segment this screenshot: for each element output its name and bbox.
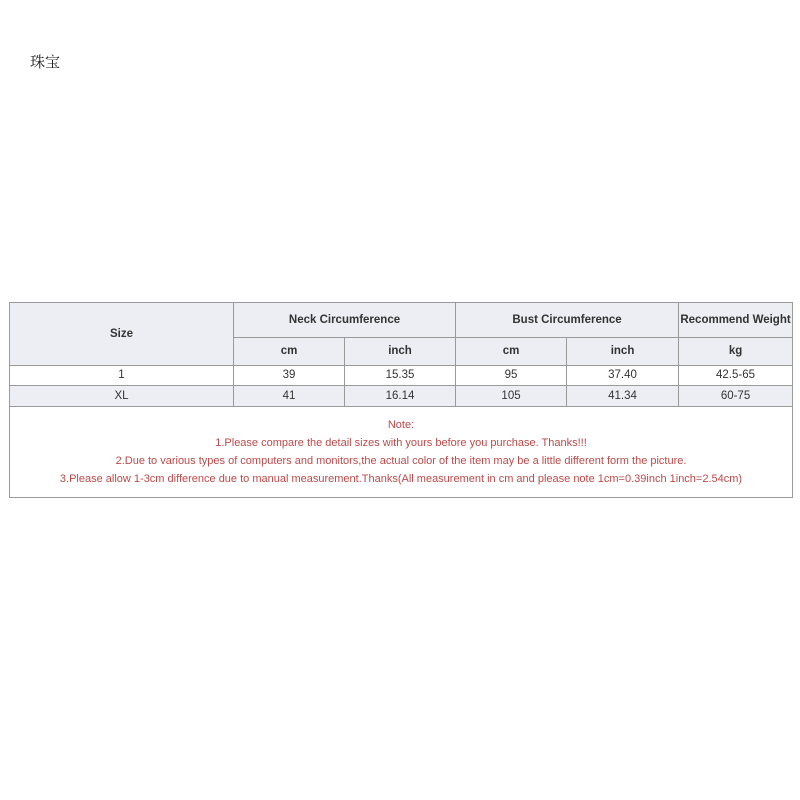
header-neck-circumference: Neck Circumference [234,303,456,338]
cell-neck-inch: 15.35 [345,366,456,386]
unit-weight-kg: kg [679,338,793,366]
notes-cell [10,407,793,498]
table-row [10,386,793,407]
brand-label: 珠宝 [30,53,61,71]
cell-neck-cm: 41 [234,386,345,407]
header-bust-circumference: Bust Circumference [456,303,679,338]
note-line-2: 2.Due to various types of computers and monitors,the actual color of the item may be a little different form the picture. [115,455,687,467]
unit-bust-cm: cm [456,338,567,366]
note-line-1: 1.Please compare the detail sizes with yours before you purchase. Thanks!!! [215,437,587,449]
notes-row [10,407,793,498]
cell-size: XL [10,386,234,407]
cell-neck-inch: 16.14 [345,386,456,407]
header-size: Size [10,303,234,366]
cell-bust-cm: 105 [456,386,567,407]
cell-neck-cm: 39 [234,366,345,386]
cell-weight-kg: 60-75 [679,386,793,407]
unit-neck-inch: inch [345,338,456,366]
unit-bust-inch: inch [567,338,679,366]
cell-bust-inch: 37.40 [567,366,679,386]
size-chart-table [9,302,793,498]
unit-neck-cm: cm [234,338,345,366]
cell-weight-kg: 42.5-65 [679,366,793,386]
note-title: Note: [387,419,415,431]
cell-bust-cm: 95 [456,366,567,386]
header-recommend-weight: Recommend Weight [679,303,793,338]
table-row [10,366,793,386]
header-row [10,303,793,338]
note-line-3: 3.Please allow 1-3cm difference due to manual measurement.Thanks(All measurement in cm and please note 1cm=0.39inch 1inch=2.54cm) [59,473,743,485]
cell-size: 1 [10,366,234,386]
cell-bust-inch: 41.34 [567,386,679,407]
